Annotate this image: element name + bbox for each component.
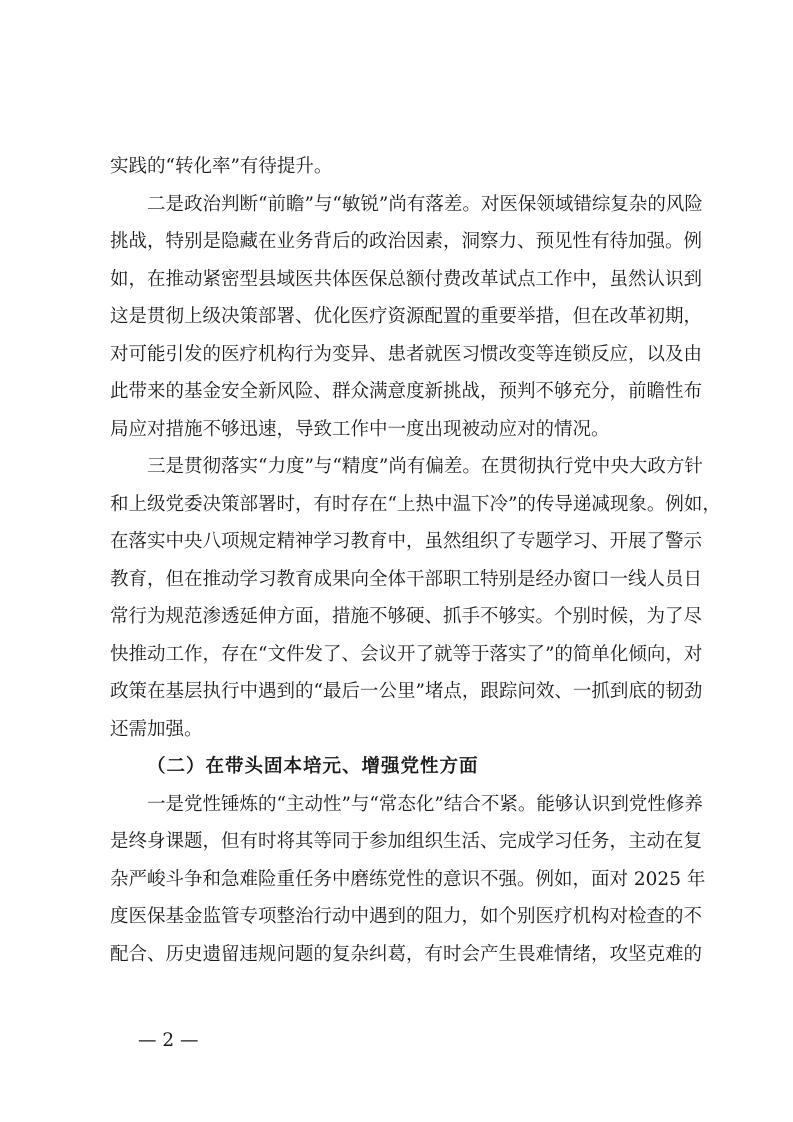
paragraph-line: 三是贯彻落实“力度”与“精度”尚有偏差。在贯彻执行党中央大政方针	[147, 456, 703, 477]
paragraph-line: 政策在基层执行中遇到的“最后一公里”堵点，跟踪问效、一抓到底的韧劲	[110, 681, 703, 702]
paragraph-line: 此带来的基金安全新风险、群众满意度新挑战，预判不够充分，前瞻性布	[110, 381, 703, 402]
paragraph-line: 局应对措施不够迅速，导致工作中一度出现被动应对的情况。	[110, 418, 610, 440]
paragraph-line: 教育，但在推动学习教育成果向全体干部职工特别是经办窗口一线人员日	[110, 568, 703, 590]
paragraph-line: 一是党性锤炼的“主动性”与“常态化”结合不紧。能够认识到党性修养	[147, 793, 703, 815]
paragraph-line: 是终身课题，但有时将其等同于参加组织生活、完成学习任务，主动在复	[110, 831, 703, 852]
paragraph-line: 度医保基金监管专项整治行动中遇到的阻力，如个别医疗机构对检查的不	[110, 906, 703, 927]
paragraph-line: 在落实中央八项规定精神学习教育中，虽然组织了专题学习、开展了警示	[110, 531, 703, 552]
paragraph-line: 配合、历史遗留违规问题的复杂纠葛，有时会产生畏难情绪，攻坚克难的	[110, 943, 703, 965]
paragraph-line: 和上级党委决策部署时，有时存在“上热中温下冷”的传导递减现象。例如，	[110, 493, 721, 515]
paragraph-line: 还需加强。	[110, 718, 203, 740]
paragraph-line: 实践的“转化率”有待提升。	[110, 156, 333, 177]
paragraph-line: 这是贯彻上级决策部署、优化医疗资源配置的重要举措，但在改革初期，	[110, 306, 703, 327]
paragraph-line: 挑战，特别是隐藏在业务背后的政治因素，洞察力、预见性有待加强。例	[110, 231, 703, 252]
paragraph-line: 常行为规范渗透延伸方面，措施不够硬、抓手不够实。个别时候，为了尽	[110, 606, 703, 627]
paragraph-line: 二是政治判断“前瞻”与“敏锐”尚有落差。对医保领域错综复杂的风险	[147, 193, 703, 215]
section-heading: （二）在带头固本培元、增强党性方面	[147, 756, 479, 777]
paragraph-line: 对可能引发的医疗机构行为变异、患者就医习惯改变等连锁反应，以及由	[110, 343, 703, 365]
page-number: — 2 —	[138, 1030, 199, 1051]
paragraph-line: 杂严峻斗争和急难险重任务中磨练党性的意识不强。例如，面对 2025 年	[110, 868, 706, 890]
paragraph-line: 快推动工作，存在“文件发了、会议开了就等于落实了”的简单化倾向，对	[110, 643, 703, 665]
paragraph-line: 如，在推动紧密型县域医共体医保总额付费改革试点工作中，虽然认识到	[110, 268, 703, 290]
document-body	[110, 148, 721, 973]
